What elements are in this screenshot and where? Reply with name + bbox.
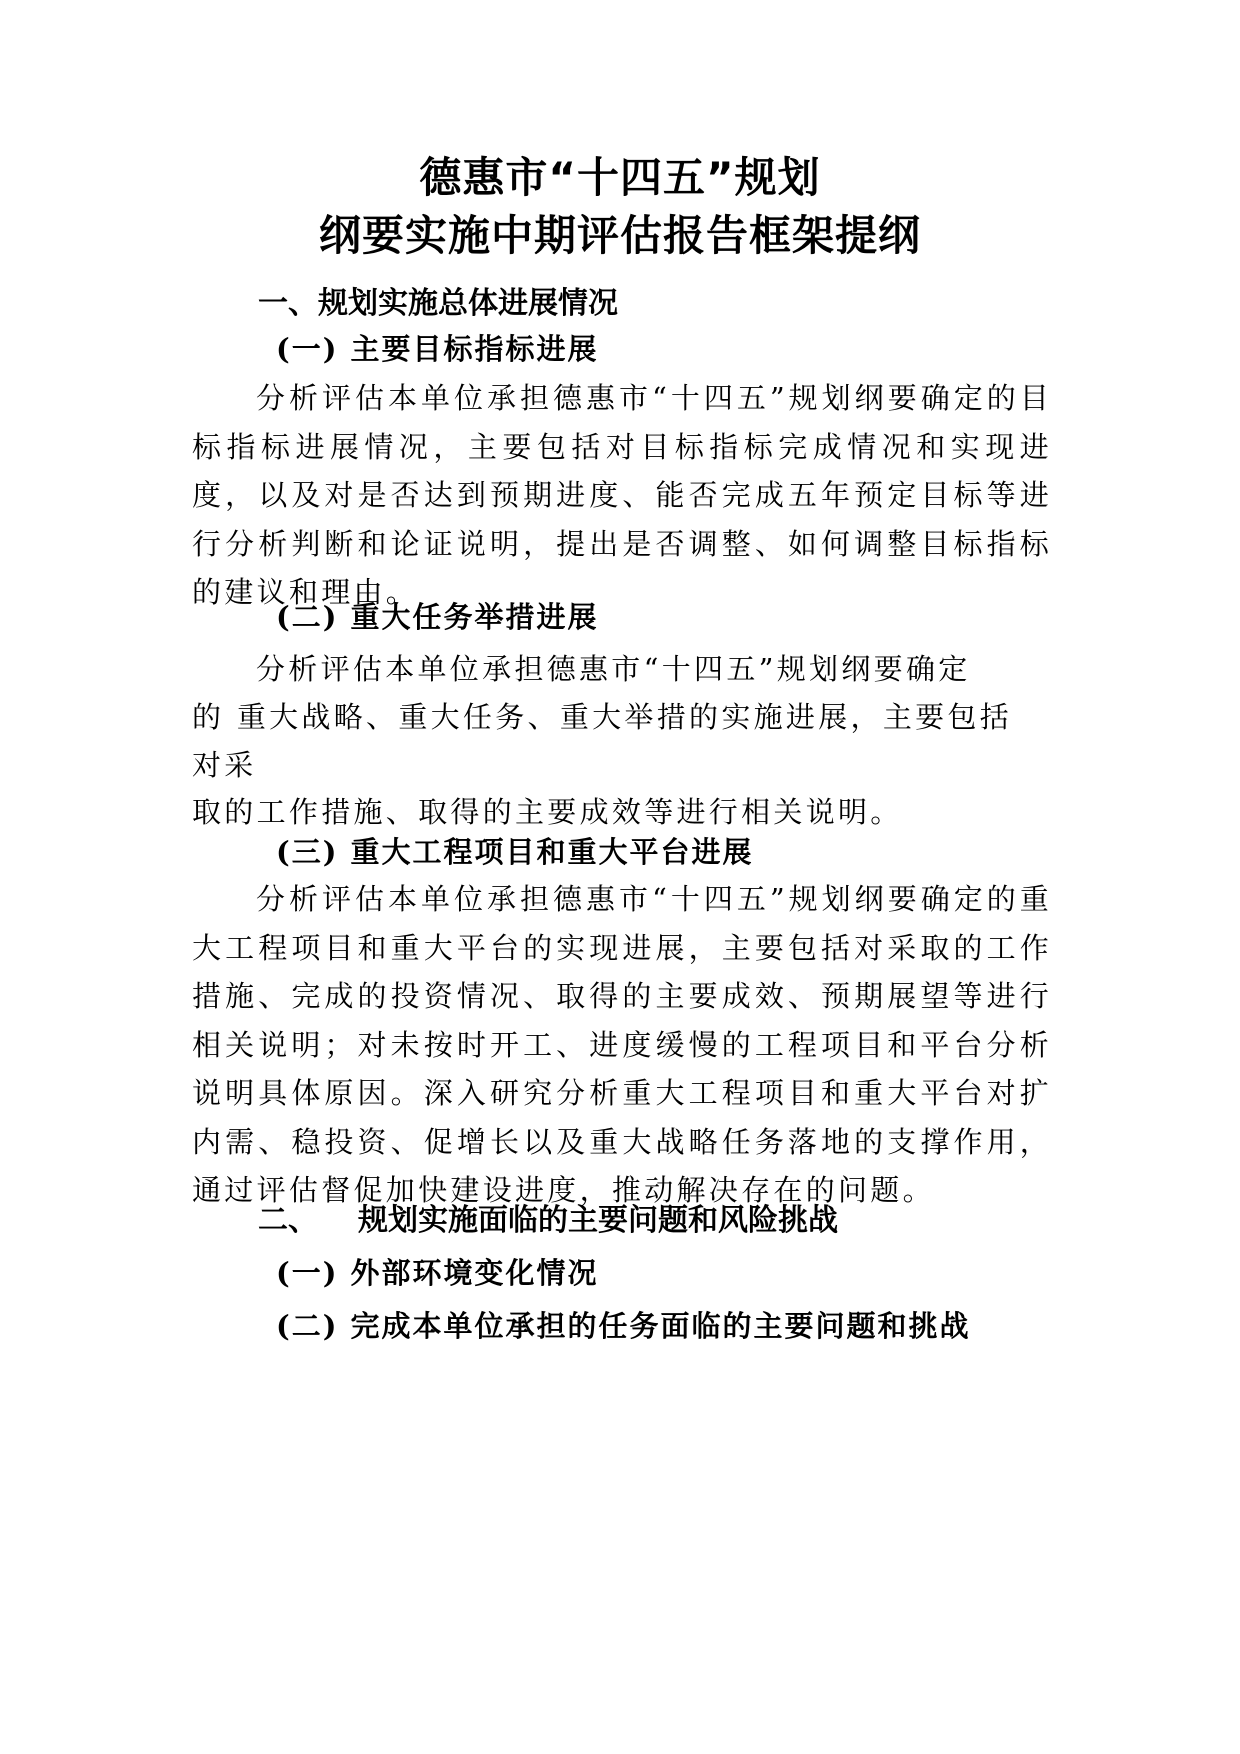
- section-1-2-body-line-1: 分析评估本单位承担德惠市“十四五”规划纲要确定: [256, 652, 971, 686]
- section-2-2-heading: (二) 完成本单位承担的任务面临的主要问题和挑战: [276, 1309, 971, 1343]
- section-1-1-body: 分析评估本单位承担德惠市“十四五”规划纲要确定的目标指标进展情况，主要包括对目标指标完成情况和实现进度，以及对是否达到预期进度、能否完成五年预定目标等进行分析判断和论证说明，提出是否调整、如何调整目标指标的建议和理由。: [192, 381, 1052, 609]
- section-1-2-body-line-4: 取的工作措施、取得的主要成效等进行相关说明。: [192, 795, 903, 829]
- section-1-1-heading: (一) 主要目标指标进展: [276, 332, 599, 366]
- document-title-line-1: 德惠市“十四五”规划: [419, 153, 821, 202]
- section-1-heading: 一、规划实施总体进展情况: [258, 286, 618, 321]
- section-2-1-heading: (一) 外部环境变化情况: [276, 1256, 599, 1290]
- section-1-2-heading: (二) 重大任务举措进展: [276, 600, 599, 634]
- section-1-2-body-line-3: 对采: [192, 748, 257, 782]
- document-title-line-2: 纲要实施中期评估报告框架提纲: [318, 211, 921, 260]
- section-1-3-heading: (三) 重大工程项目和重大平台进展: [276, 835, 754, 869]
- section-2-heading: [258, 1201, 838, 1241]
- section-2-heading-number: 二、: [258, 1203, 318, 1238]
- section-1-3-body: 分析评估本单位承担德惠市“十四五”规划纲要确定的重大工程项目和重大平台的实现进展，主要包括对采取的工作措施、完成的投资情况、取得的主要成效、预期展望等进行相关说明；对未按时开工、进度缓慢的工程项目和平台分析说明具体原因。深入研究分析重大工程项目和重大平台对扩内需、稳投资、促增长以及重大战略任务落地的支撑作用，通过评估督促加快建设进度，推动解决存在的问题。: [192, 882, 1052, 1207]
- section-2-heading-text: 规划实施面临的主要问题和风险挑战: [358, 1203, 838, 1238]
- section-1-2-body-line-2: 的 重大战略、重大任务、重大举措的实施进展，主要包括: [192, 700, 1013, 734]
